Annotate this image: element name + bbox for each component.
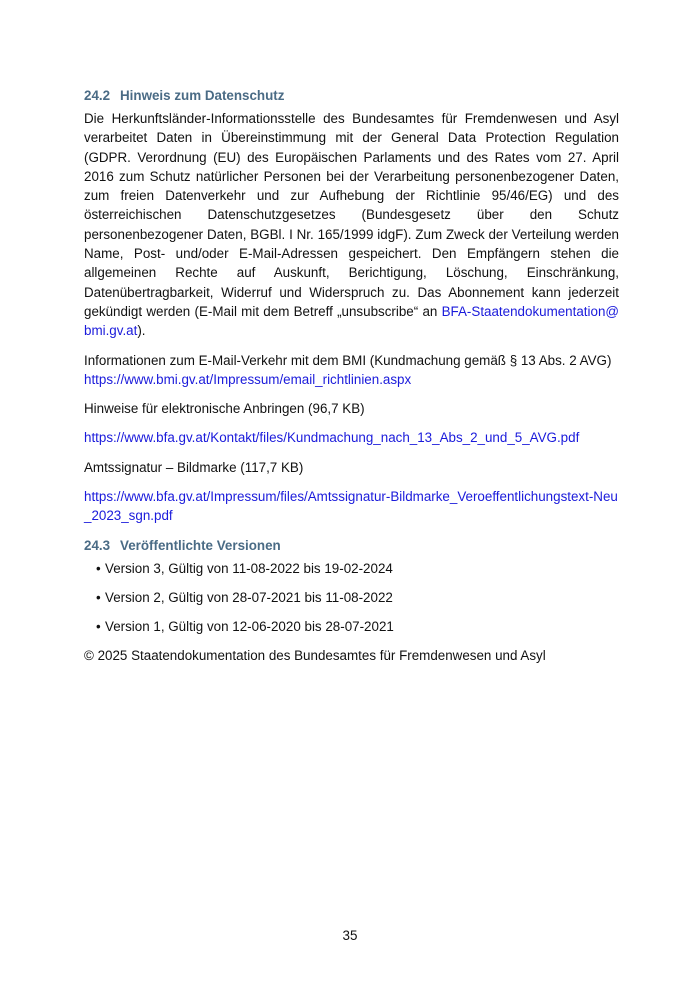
list-item	[96, 559, 619, 578]
section-heading-versionen	[84, 536, 619, 555]
signatur-paragraph	[84, 487, 619, 526]
version-list	[84, 559, 619, 636]
kundmachung-pdf-link[interactable]: https://www.bfa.gv.at/Kontakt/files/Kundmachung_nach_13_Abs_2_und_5_AVG.pdf	[84, 430, 580, 446]
bmi-email-guidelines-link[interactable]: https://www.bmi.gv.at/Impressum/email_richtlinien.aspx	[84, 371, 412, 387]
anbringen-paragraph	[84, 428, 619, 447]
version-text: Version 3, Gültig von 11-08-2022 bis 19-02-2024	[105, 560, 393, 576]
section-number: 24.3	[84, 537, 111, 553]
anbringen-label: Hinweise für elektronische Anbringen (96,7 KB)	[84, 401, 365, 417]
version-text: Version 1, Gültig von 12-06-2020 bis 28-07-2021	[105, 618, 394, 634]
datenschutz-body-text: Die Herkunftsländer-Informationsstelle des Bundesamtes für Fremdenwesen und Asyl verarbeitet Daten in Übereinstimmung mit der General Data Protection Regulation (GDPR. Verordnung (EU) des Europäischen Parlaments und des Rates vom 27. April 2016 zum Schutz natürlicher Personen bei der Verarbeitung personenbezogener Daten, zum freien Datenverkehr und zur Aufhebung der Richtlinie 95/46/EG) und des österreichischen Datenschutzgesetzes (Bundesgesetz über den Schutz personenbezogener Daten, BGBl. I Nr. 165/1999 idgF). Zum Zweck der Verteilung werden Name, Post- und/oder E-Mail-Adressen gespeichert. Den Empfängern stehen die allgemeinen Rechte auf Auskunft, Berichtigung, Löschung, Einschränkung, Datenübertragbarkeit, Widerruf und Widerspruch zu. Das Abonnement kann jederzeit gekündigt werden (E-Mail mit dem Betreff „unsubscribe“ an	[84, 111, 619, 319]
section-number: 24.2	[84, 88, 111, 103]
datenschutz-paragraph	[84, 109, 619, 341]
bullet-icon: •	[96, 560, 101, 576]
bmi-info-paragraph	[84, 351, 619, 390]
bmi-info-text: Informationen zum E-Mail-Verkehr mit dem BMI (Kundmachung gemäß § 13 Abs. 2 AVG)	[84, 352, 612, 368]
list-item	[96, 617, 619, 636]
bullet-icon: •	[96, 618, 101, 634]
section-title: Veröffentlichte Versionen	[120, 537, 281, 553]
section-heading-datenschutz	[84, 86, 619, 105]
datenschutz-body-end: ).	[137, 323, 146, 339]
version-text: Version 2, Gültig von 28-07-2021 bis 11-08-2022	[105, 589, 393, 605]
document-page	[84, 86, 619, 665]
signatur-label: Amtssignatur – Bildmarke (117,7 KB)	[84, 459, 304, 475]
section-title: Hinweis zum Datenschutz	[120, 88, 285, 103]
email-link[interactable]: BFA-Staatendokumentation@bmi.gv.at	[84, 303, 619, 339]
amtssignatur-pdf-link[interactable]: https://www.bfa.gv.at/Impressum/files/Amtssignatur-Bildmarke_Veroeffentlichungstext-Neu_2023_sgn.pdf	[84, 489, 618, 524]
page-number: 35	[342, 928, 358, 943]
list-item	[96, 588, 619, 607]
copyright-notice: © 2025 Staatendokumentation des Bundesamtes für Fremdenwesen und Asyl	[84, 647, 546, 663]
bullet-icon: •	[96, 589, 101, 605]
